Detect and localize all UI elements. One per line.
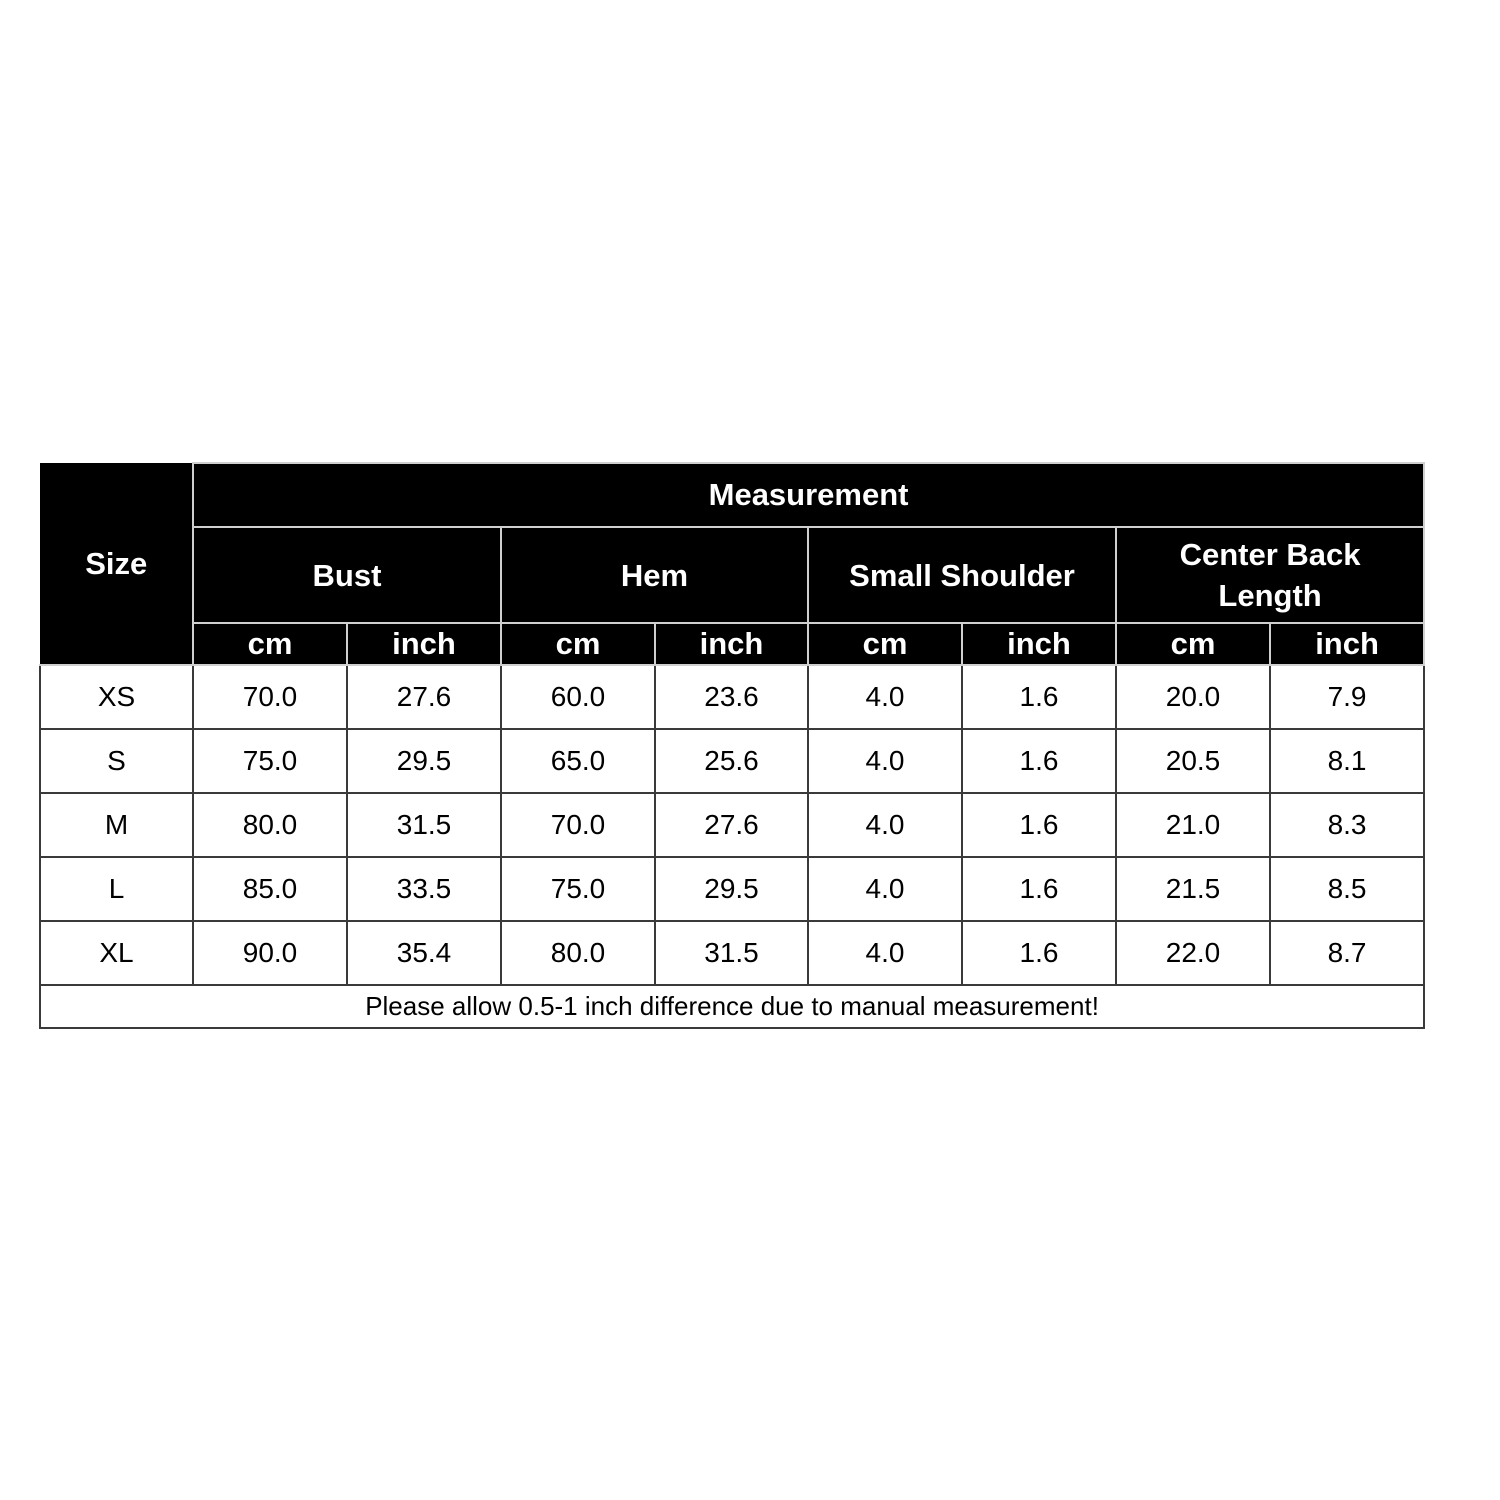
value-cell: 7.9 [1270, 665, 1424, 729]
group-header-bust: Bust [193, 527, 501, 623]
unit-header: cm [1116, 623, 1270, 665]
size-cell: XL [40, 921, 193, 985]
value-cell: 20.0 [1116, 665, 1270, 729]
unit-header: inch [962, 623, 1116, 665]
table-row [40, 793, 1424, 857]
value-cell: 4.0 [808, 665, 962, 729]
size-cell: XS [40, 665, 193, 729]
value-cell: 22.0 [1116, 921, 1270, 985]
value-cell: 4.0 [808, 793, 962, 857]
value-cell: 21.5 [1116, 857, 1270, 921]
value-cell: 31.5 [655, 921, 808, 985]
value-cell: 1.6 [962, 729, 1116, 793]
unit-header: inch [347, 623, 501, 665]
value-cell: 29.5 [347, 729, 501, 793]
value-cell: 27.6 [347, 665, 501, 729]
size-cell: S [40, 729, 193, 793]
value-cell: 33.5 [347, 857, 501, 921]
size-chart-table [39, 462, 1425, 1029]
value-cell: 4.0 [808, 729, 962, 793]
value-cell: 70.0 [501, 793, 655, 857]
group-header-center-back-length [1116, 527, 1424, 623]
value-cell: 65.0 [501, 729, 655, 793]
value-cell: 35.4 [347, 921, 501, 985]
value-cell: 1.6 [962, 665, 1116, 729]
value-cell: 25.6 [655, 729, 808, 793]
value-cell: 8.5 [1270, 857, 1424, 921]
value-cell: 90.0 [193, 921, 347, 985]
table-row [40, 665, 1424, 729]
value-cell: 31.5 [347, 793, 501, 857]
value-cell: 75.0 [193, 729, 347, 793]
unit-header: cm [808, 623, 962, 665]
measurement-note: Please allow 0.5-1 inch difference due to manual measurement! [40, 985, 1424, 1028]
value-cell: 1.6 [962, 793, 1116, 857]
value-cell: 80.0 [193, 793, 347, 857]
group-header-hem: Hem [501, 527, 808, 623]
size-cell: M [40, 793, 193, 857]
header-row-units [40, 623, 1424, 665]
value-cell: 4.0 [808, 857, 962, 921]
value-cell: 1.6 [962, 921, 1116, 985]
value-cell: 8.3 [1270, 793, 1424, 857]
value-cell: 23.6 [655, 665, 808, 729]
unit-header: inch [655, 623, 808, 665]
value-cell: 29.5 [655, 857, 808, 921]
unit-header: inch [1270, 623, 1424, 665]
group-header-small-shoulder: Small Shoulder [808, 527, 1116, 623]
table-row [40, 857, 1424, 921]
table-row [40, 729, 1424, 793]
value-cell: 70.0 [193, 665, 347, 729]
value-cell: 80.0 [501, 921, 655, 985]
group-header-label: Center Back Length [1179, 537, 1361, 613]
unit-header: cm [501, 623, 655, 665]
value-cell: 1.6 [962, 857, 1116, 921]
value-cell: 75.0 [501, 857, 655, 921]
table-row [40, 921, 1424, 985]
value-cell: 8.1 [1270, 729, 1424, 793]
size-cell: L [40, 857, 193, 921]
unit-header: cm [193, 623, 347, 665]
value-cell: 85.0 [193, 857, 347, 921]
value-cell: 8.7 [1270, 921, 1424, 985]
value-cell: 60.0 [501, 665, 655, 729]
measurement-header: Measurement [193, 463, 1424, 527]
note-row [40, 985, 1424, 1028]
value-cell: 20.5 [1116, 729, 1270, 793]
header-row-measurement [40, 463, 1424, 527]
value-cell: 21.0 [1116, 793, 1270, 857]
value-cell: 4.0 [808, 921, 962, 985]
size-header: Size [40, 463, 193, 665]
value-cell: 27.6 [655, 793, 808, 857]
header-row-groups [40, 527, 1424, 623]
